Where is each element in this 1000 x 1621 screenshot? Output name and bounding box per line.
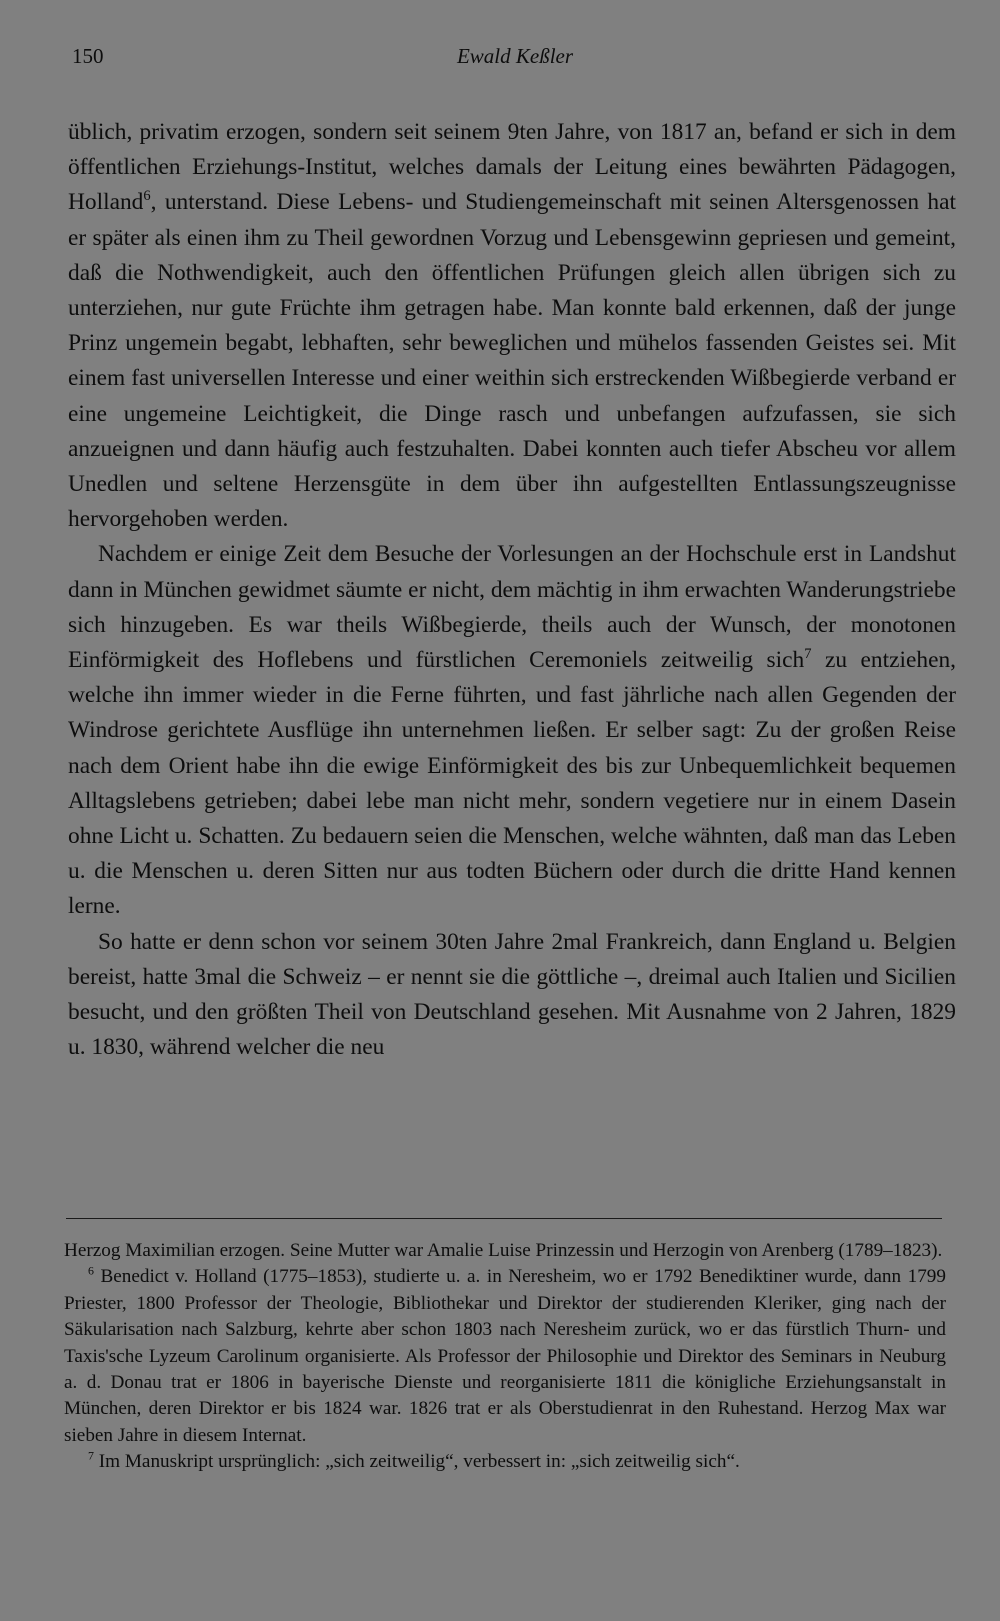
main-text bbox=[68, 115, 956, 1065]
paragraph-1 bbox=[68, 115, 956, 537]
page-number: 150 bbox=[72, 44, 104, 68]
footnote-ref-7: 7 bbox=[804, 646, 812, 663]
running-head: Ewald Keßler bbox=[456, 44, 574, 68]
paragraph-2-text-b: zu entziehen, welche ihn immer wieder in die Ferne führten, und fast jährliche nach allen Gegenden der Windrose gerichtete Ausflüge ihn unternehmen ließen. Er selber sagt: Zu der großen Reise nach dem Orient habe ihn die ewige Einförmigkeit des bis zur Unbequemlichkeit bequemen Alltagslebens getrieben; dabei lebe man nicht mehr, sondern vegetiere nur in einem Dasein ohne Licht u. Schatten. Zu bedauern seien die Menschen, welche wähnten, daß man das Leben u. die Menschen u. deren Sitten nur aus todten Büchern oder durch die dritte Hand kennen lerne. bbox=[68, 647, 957, 920]
footnote-7-mark: 7 bbox=[88, 1448, 94, 1463]
footnote-7-text: Im Manuskript ursprünglich: „sich zeitweilig“, verbessert in: „sich zeitweilig sich“. bbox=[93, 1451, 740, 1473]
paragraph-2 bbox=[68, 537, 956, 924]
footnote-continuation: Herzog Maximilian erzogen. Seine Mutter war Amalie Luise Prinzessin und Herzogin von Arenberg (1789–1823). bbox=[64, 1240, 943, 1261]
footnote-6 bbox=[64, 1264, 946, 1449]
page-header bbox=[72, 44, 958, 74]
paragraph-1-text-b: , unterstand. Diese Lebens- und Studiengemeinschaft mit seinen Altersgenossen hat er später als einen ihm zu Theil gewordnen Vorzug und Lebensgewinn gepriesen und gemeint, daß die Nothwendigkeit, auch den öffentlichen Prüfungen gleich allen übrigen sich zu unterziehen, nur gute Früchte ihm getragen habe. Man konnte bald erkennen, daß der junge Prinz ungemein begabt, lebhaften, sehr beweglichen und mühelos fassenden Geistes sei. Mit einem fast universellen Interesse und einer weithin sich erstreckenden Wißbegierde verband er eine ungemeine Leichtigkeit, die Dinge rasch und unbefangen aufzufassen, sie sich anzueignen und dann häufig auch festzuhalten. Dabei konnten auch tiefer Abscheu vor allem Unedlen und seltene Herzensgüte in dem über ihn aufgestellten Entlassungszeugnisse hervorgehoben werden. bbox=[68, 189, 956, 533]
footnote-6-text: Benedict v. Holland (1775–1853), studierte u. a. in Neresheim, wo er 1792 Benediktiner wurde, dann 1799 Priester, 1800 Professor der Theologie, Bibliothekar und Direktor der studierenden Kleriker, ging nach der Säkularisation nach Salzburg, kehrte aber schon 1803 nach Neresheim zurück, wo er das fürstlich Thurn- und Taxis'sche Lyzeum Carolinum organisierte. Als Professor der Philosophie und Direktor des Seminars in Neuburg a. d. Donau trat er 1806 in bayerische Dienste und reorganisierte 1811 die königliche Erziehungsanstalt in München, deren Direktor er bis 1824 war. 1826 trat er als Oberstudienrat in den Ruhestand. Herzog Max war sieben Jahre in diesem Internat. bbox=[64, 1266, 946, 1446]
paragraph-3: So hatte er denn schon vor seinem 30ten Jahre 2mal Frankreich, dann England u. Belgien bereist, hatte 3mal die Schweiz – er nennt sie die göttliche –, dreimal auch Italien und Sicilien besucht, und den größten Theil von Deutschland gesehen. Mit Ausnahme von 2 Jahren, 1829 u. 1830, während welcher die neu bbox=[68, 928, 956, 1061]
footnotes bbox=[64, 1238, 946, 1476]
footnote-divider bbox=[66, 1218, 942, 1219]
paragraph-1-text-a: üblich, privatim erzogen, sondern seit seinem 9ten Jahre, von 1817 an, befand er sich in dem öffentlichen Erziehungs-Institut, welches damals der Leitung eines bewährten Pädagogen, Holland bbox=[68, 119, 956, 216]
paragraph-2-text-a: Nachdem er einige Zeit dem Besuche der Vorlesungen an der Hochschule erst in Landshut dann in München gewidmet säumte er nicht, dem mächtig in ihm erwachten Wanderungstriebe sich hinzugeben. Es war theils Wißbegierde, theils auch der Wunsch, der monotonen Einförmigkeit des Hoflebens und fürstlichen Ceremoniels zeitweilig sich bbox=[68, 541, 956, 674]
footnote-7 bbox=[64, 1449, 946, 1475]
footnote-ref-6: 6 bbox=[143, 188, 151, 205]
footnote-6-mark: 6 bbox=[88, 1264, 94, 1279]
